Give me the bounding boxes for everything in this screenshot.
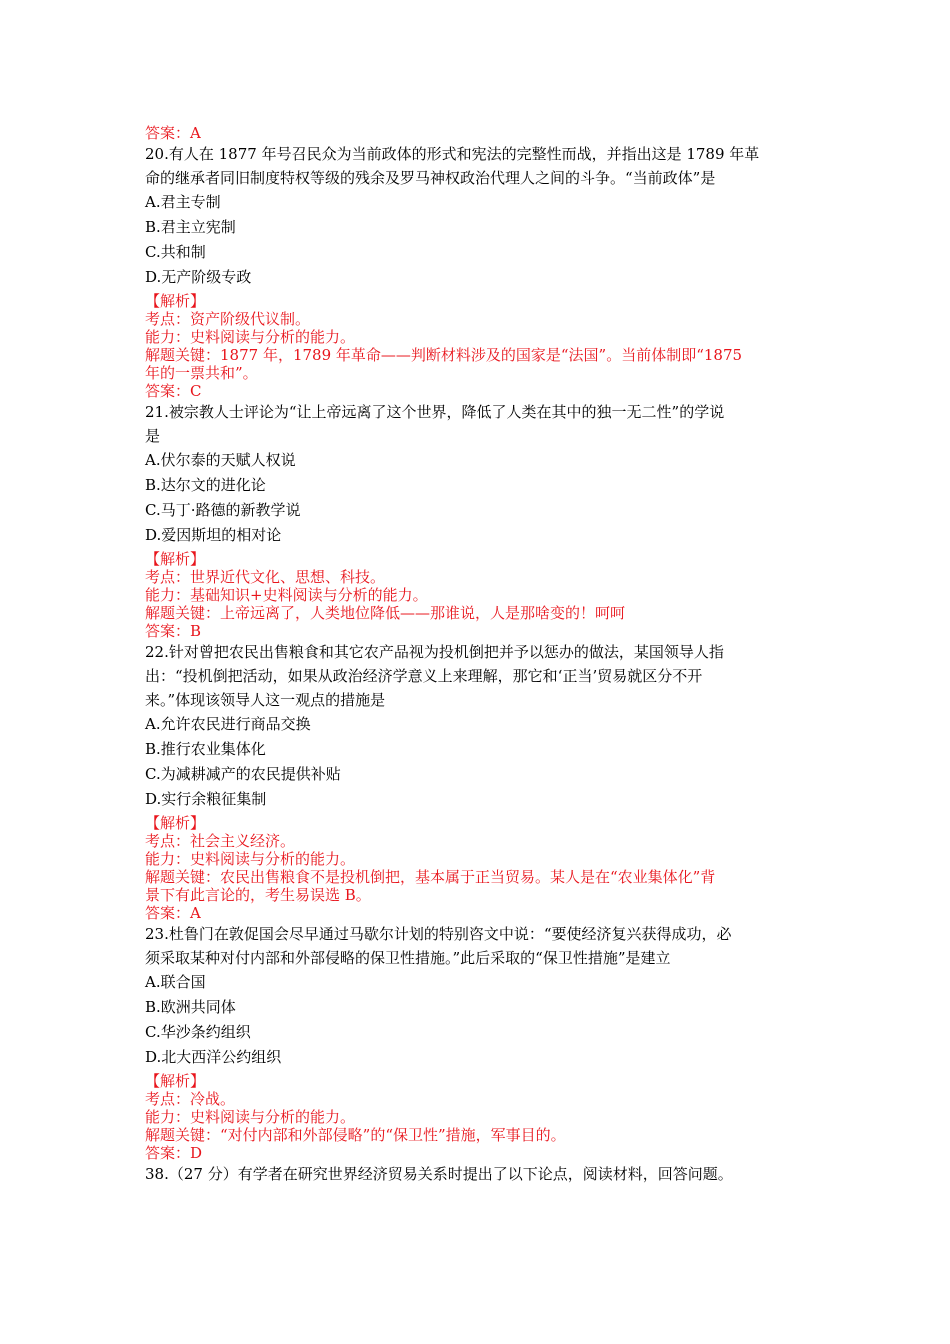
option-a: A.伏尔泰的天赋人权说 bbox=[145, 451, 296, 469]
analysis-header: 【解析】 bbox=[145, 550, 206, 568]
answer-line: 答案：D bbox=[145, 1144, 203, 1162]
option-b: B.推行农业集体化 bbox=[145, 740, 266, 758]
analysis-header: 【解析】 bbox=[145, 292, 206, 310]
analysis-ability: 能力：史料阅读与分析的能力。 bbox=[145, 1108, 356, 1126]
question-stem-line: 来。”体现该领导人这一观点的措施是 bbox=[145, 691, 386, 709]
analysis-ability: 能力：史料阅读与分析的能力。 bbox=[145, 850, 356, 868]
question-stem-line: 出：“投机倒把活动，如果从政治经济学意义上来理解，那它和‘正当’贸易就区分不开 bbox=[145, 667, 703, 685]
option-a: A.君主专制 bbox=[145, 193, 221, 211]
question-stem-line: 是 bbox=[145, 427, 161, 445]
option-a: A.联合国 bbox=[145, 973, 206, 991]
question-stem-line: 20.有人在 1877 年号召民众为当前政体的形式和宪法的完整性而战，并指出这是 1789 年革 bbox=[145, 145, 760, 163]
analysis-ability: 能力：基础知识+史料阅读与分析的能力。 bbox=[145, 586, 428, 604]
analysis-key: 解题关键：1877 年，1789 年革命——判断材料涉及的国家是“法国”。当前体制即“1875 bbox=[145, 346, 743, 364]
option-b: B.达尔文的进化论 bbox=[145, 476, 266, 494]
question-21 bbox=[145, 400, 815, 640]
analysis-ability: 能力：史料阅读与分析的能力。 bbox=[145, 328, 356, 346]
question-38-intro: 38.（27 分）有学者在研究世界经济贸易关系时提出了以下论点，阅读材料，回答问题。 bbox=[145, 1165, 733, 1183]
analysis-key: 解题关键：农民出售粮食不是投机倒把，基本属于正当贸易。某人是在“农业集体化”背 bbox=[145, 868, 716, 886]
option-d: D.无产阶级专政 bbox=[145, 268, 252, 286]
question-22 bbox=[145, 640, 815, 922]
question-stem-line: 23.杜鲁门在敦促国会尽早通过马歇尔计划的特别咨文中说：“要使经济复兴获得成功，必 bbox=[145, 925, 732, 943]
answer-line: 答案：A bbox=[145, 124, 201, 142]
analysis-key: 景下有此言论的，考生易误选 B。 bbox=[145, 886, 371, 904]
analysis-key: 解题关键：上帝远离了，人类地位降低——那谁说，人是那啥变的！呵呵 bbox=[145, 604, 626, 622]
option-b: B.君主立宪制 bbox=[145, 218, 236, 236]
option-c: C.马丁·路德的新教学说 bbox=[145, 501, 301, 519]
question-stem-line: 须采取某种对付内部和外部侵略的保卫性措施。”此后采取的“保卫性措施”是建立 bbox=[145, 949, 671, 967]
answer-line: 答案：A bbox=[145, 904, 201, 922]
option-c: C.为减耕减产的农民提供补贴 bbox=[145, 765, 341, 783]
analysis-point: 考点：冷战。 bbox=[145, 1090, 236, 1108]
analysis-point: 考点：资产阶级代议制。 bbox=[145, 310, 311, 328]
document-body bbox=[145, 124, 815, 1186]
option-d: D.爱因斯坦的相对论 bbox=[145, 526, 282, 544]
option-d: D.实行余粮征集制 bbox=[145, 790, 267, 808]
option-c: C.共和制 bbox=[145, 243, 206, 261]
question-20 bbox=[145, 142, 815, 400]
option-b: B.欧洲共同体 bbox=[145, 998, 236, 1016]
answer-line: 答案：B bbox=[145, 622, 202, 640]
analysis-point: 考点：世界近代文化、思想、科技。 bbox=[145, 568, 386, 586]
question-stem-line: 21.被宗教人士评论为“让上帝远离了这个世界，降低了人类在其中的独一无二性”的学说 bbox=[145, 403, 725, 421]
analysis-point: 考点：社会主义经济。 bbox=[145, 832, 296, 850]
question-23 bbox=[145, 922, 815, 1162]
analysis-key: 解题关键：“对付内部和外部侵略”的“保卫性”措施，军事目的。 bbox=[145, 1126, 566, 1144]
analysis-key: 年的一票共和”。 bbox=[145, 364, 258, 382]
question-stem-line: 22.针对曾把农民出售粮食和其它农产品视为投机倒把并予以惩办的做法，某国领导人指 bbox=[145, 643, 724, 661]
option-a: A.允许农民进行商品交换 bbox=[145, 715, 311, 733]
analysis-header: 【解析】 bbox=[145, 1072, 206, 1090]
answer-line: 答案：C bbox=[145, 382, 202, 400]
analysis-header: 【解析】 bbox=[145, 814, 206, 832]
question-stem-line: 命的继承者同旧制度特权等级的残余及罗马神权政治代理人之间的斗争。“当前政体”是 bbox=[145, 169, 716, 187]
option-d: D.北大西洋公约组织 bbox=[145, 1048, 282, 1066]
option-c: C.华沙条约组织 bbox=[145, 1023, 251, 1041]
